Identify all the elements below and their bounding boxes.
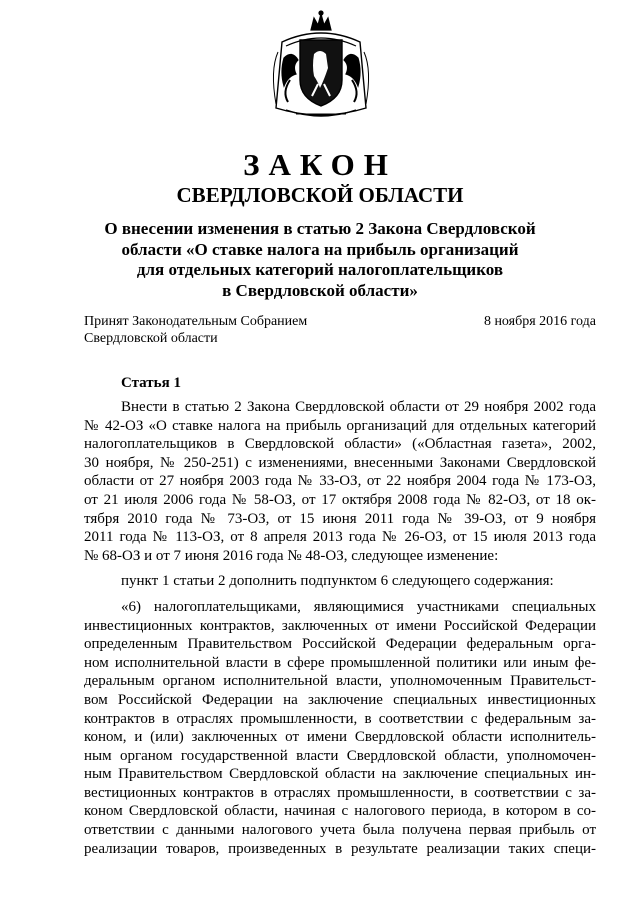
text-line: контрактов в отраслях промышленности, в соответствии с федеральным за- <box>84 710 596 727</box>
text-line: вом Российской Федерации на заключение специальных инвестиционных <box>84 691 596 708</box>
text-line: ным органом государственной власти Свердловской области, уполномочен- <box>84 747 596 764</box>
document-title <box>100 219 540 301</box>
text-line: коном Свердловской области, начиная с налогового периода, в котором в со- <box>84 803 596 820</box>
text-line: ном исполнительной власти в сфере промышленной политики или иным фе- <box>84 654 596 671</box>
coat-of-arms-icon <box>262 10 380 124</box>
adopted-line: Принят Законодательным Собранием <box>84 314 308 329</box>
text-line: от 21 июля 2006 года № 58-ОЗ, от 17 октября 2008 года № 82-ОЗ, от 18 ок- <box>84 491 596 508</box>
text-line: деральным органом исполнительной власти, уполномоченным Правительст- <box>84 673 596 690</box>
law-title: ЗАКОН <box>243 147 397 182</box>
text-line: области от 27 ноября 2003 года № 33-ОЗ, от 22 ноября 2004 года № 173-ОЗ, <box>84 473 596 490</box>
article-body <box>84 398 596 858</box>
title-line: в Свердловской области» <box>222 280 418 300</box>
text-line: № 42-ОЗ «О ставке налога на прибыль организаций для отдельных категорий <box>84 417 596 434</box>
text-line: инвестиционных контрактов, заключенных от имени Российской Федерации <box>84 617 596 634</box>
text-line: вестиционных контрактов в отраслях промышленности, в соответствии с за- <box>84 784 596 801</box>
text-line: определенным Правительством Российской Федерации федеральным орга- <box>84 636 596 653</box>
title-line: О внесении изменения в статью 2 Закона Свердловской <box>104 219 536 238</box>
article-heading: Статья 1 <box>121 375 181 391</box>
text-line: 2011 года № 113-ОЗ, от 8 апреля 2013 года № 26-ОЗ, от 15 июля 2013 года <box>84 529 596 546</box>
text-line: реализации товаров, произведенных в результате реализации таких специ- <box>84 840 596 857</box>
text-line: «6) налогоплательщиками, являющимися участниками специальных <box>121 598 596 615</box>
adopted-line: Свердловской области <box>84 331 218 346</box>
text-line: ным Правительством Свердловской области на заключение специальных ин- <box>84 766 596 783</box>
text-line: коном, и (или) заключенных от имени Свердловской области исполнитель- <box>84 729 596 746</box>
text-line: Внести в статью 2 Закона Свердловской области от 29 ноября 2002 года <box>121 399 596 415</box>
text-line: тября 2010 года № 73-ОЗ, от 15 июня 2011 года № 39-ОЗ, от 9 ноября <box>84 510 596 527</box>
text-line: налогоплательщиков в Свердловской области» («Областная газета», 2002, <box>84 436 596 453</box>
title-line: для отдельных категорий налогоплательщиков <box>136 260 504 279</box>
adoption-date: 8 ноября 2016 года <box>483 314 596 329</box>
text-line: 30 ноября, № 250-251) с изменениями, внесенными Законами Свердловской <box>84 454 596 471</box>
text-line: ответствии с данными налогового учета была получена первая прибыль от <box>84 822 596 839</box>
region-title: СВЕРДЛОВСКОЙ ОБЛАСТИ <box>176 183 464 207</box>
text-line: № 68-ОЗ и от 7 июня 2016 года № 48-ОЗ, следующее изменение: <box>84 547 499 564</box>
adopted-by <box>84 313 307 347</box>
title-line: области «О ставке налога на прибыль организаций <box>121 239 519 259</box>
text-line: пункт 1 статьи 2 дополнить подпунктом 6 следующего содержания: <box>121 573 554 590</box>
